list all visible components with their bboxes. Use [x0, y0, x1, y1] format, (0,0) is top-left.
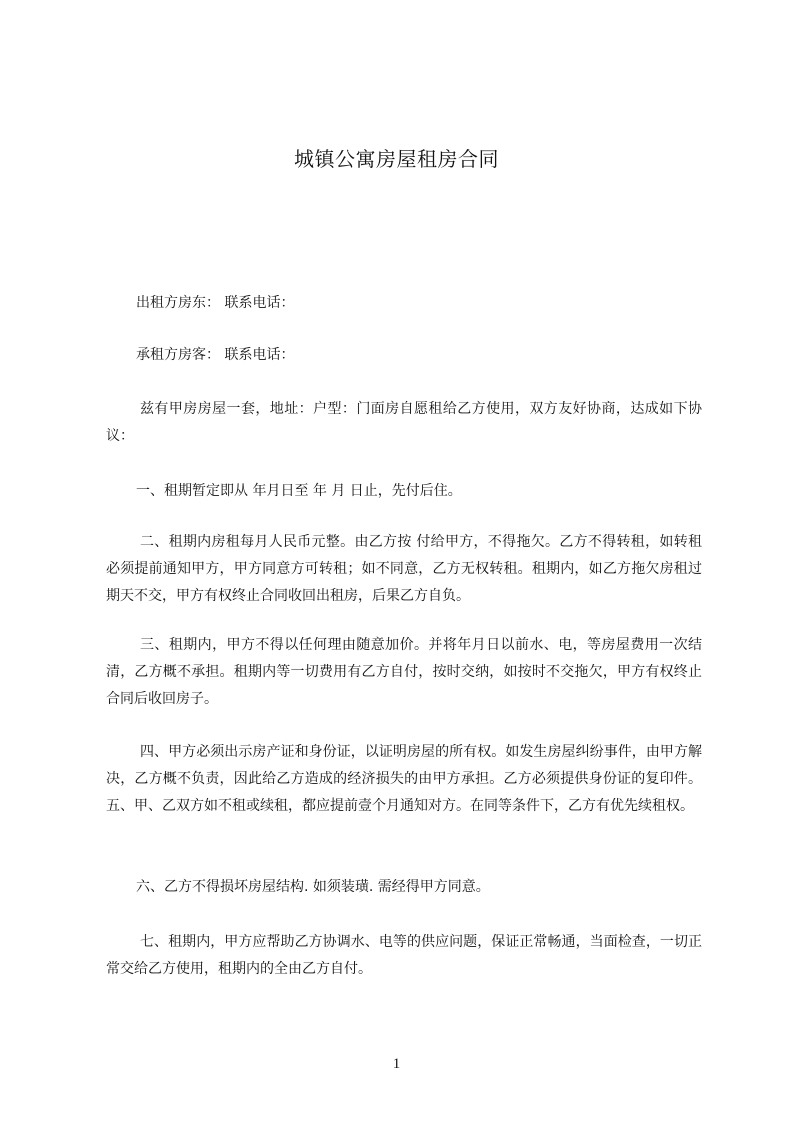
- page-number: 1: [392, 1056, 401, 1072]
- clause-6: 六、乙方不得损坏房屋结构. 如须装璜. 需经得甲方同意。: [136, 879, 490, 895]
- clause-3: 三、租期内，甲方不得以任何理由随意加价。并将年月日以前水、电，等房屋费用一次结清，乙方概不承担。租期内等一切费用有乙方自付，按时交纳，如按时不交拖欠，甲方有权终止合同后收回房子。: [106, 637, 702, 707]
- document-title: 城镇公寓房屋租房合同: [294, 147, 499, 171]
- tenant-line: 承租方房客： 联系电话：: [136, 347, 295, 363]
- clause-7: 七、租期内，甲方应帮助乙方协调水、电等的供应问题，保证正常畅通，当面检查，一切正常交给乙方使用，租期内的全由乙方自付。: [106, 934, 702, 977]
- clause-1: 一、租期暂定即从 年月日至 年 月 日止，先付后住。: [136, 483, 462, 499]
- landlord-line: 出租方房东： 联系电话：: [136, 295, 295, 311]
- clause-2: 二、租期内房租每月人民币元整。由乙方按 付给甲方，不得拖欠。乙方不得转租，如转租必须提前通知甲方，甲方同意方可转租；如不同意，乙方无权转租。租期内，如乙方拖欠房租过期天不交，甲方有权终止合同收回出租房，后果乙方自负。: [106, 534, 702, 604]
- clause-4-5: 四、甲方必须出示房产证和身份证，以证明房屋的所有权。如发生房屋纠纷事件，由甲方解决，乙方概不负责，因此给乙方造成的经济损失的由甲方承担。乙方必须提供身份证的复印件。 五、甲、乙双方如不租或续租，都应提前壹个月通知对方。在同等条件下，乙方有优先续租权。: [106, 744, 702, 814]
- intro-paragraph: 兹有甲房房屋一套，地址：户型：门面房自愿租给乙方使用，双方友好协商，达成如下协议：: [106, 401, 702, 444]
